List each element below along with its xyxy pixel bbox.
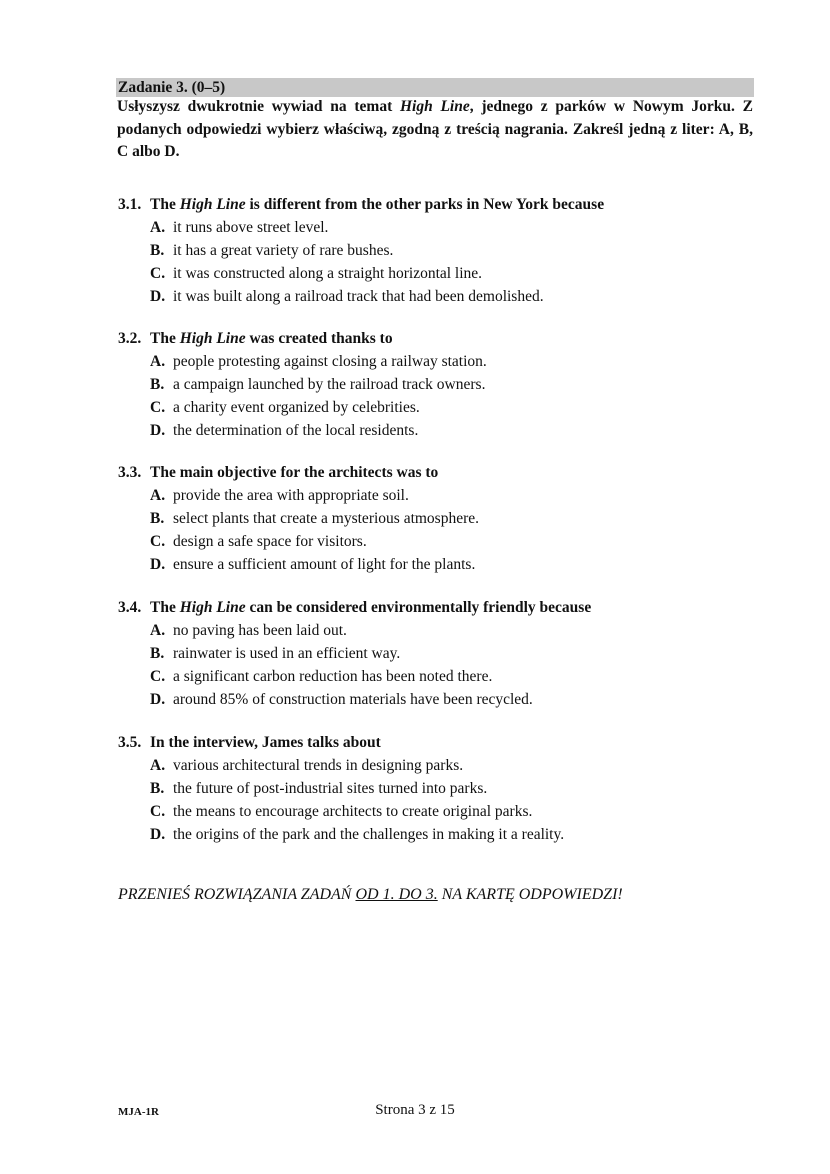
option-text: the means to encourage architects to create original parks. [173,803,533,820]
stem-text: The [150,196,180,213]
answer-option[interactable] [118,239,758,262]
option-text: a charity event organized by celebrities. [173,399,420,416]
option-text: the origins of the park and the challenges in making it a reality. [173,826,565,843]
answer-option[interactable] [118,216,758,239]
answer-option[interactable] [118,823,758,846]
answer-option[interactable] [118,285,758,308]
option-text: select plants that create a mysterious atmosphere. [173,510,480,527]
question-stem [118,193,758,216]
stem-italic: High Line [179,330,246,347]
option-text: it has a great variety of rare bushes. [173,242,394,259]
instruction-text: Usłyszysz dwukrotnie wywiad na temat [117,98,400,115]
question [118,327,758,442]
option-text: a significant carbon reduction has been noted there. [173,668,493,685]
note-text: PRZENIEŚ ROZWIĄZANIA ZADAŃ [118,886,356,903]
answer-option[interactable] [118,350,758,373]
note-text: NA KARTĘ ODPOWIEDZI! [437,886,623,903]
option-letter[interactable]: B. [150,510,165,527]
answer-option[interactable] [118,484,758,507]
option-text: provide the area with appropriate soil. [173,487,409,504]
question [118,193,758,308]
option-text: rainwater is used in an efficient way. [173,645,401,662]
question [118,461,758,576]
question [118,731,758,846]
stem-text: The [150,330,180,347]
answer-option[interactable] [118,373,758,396]
question-number: 3.4. [118,599,142,616]
option-letter[interactable]: B. [150,780,165,797]
option-letter[interactable]: C. [150,533,166,550]
option-text: the determination of the local residents. [173,422,419,439]
instruction-italic: High Line [399,98,470,115]
instruction-text: , jednego z parków w Nowym Jorku. Z podanych odpowiedzi wybierz właściwą, zgodną z treścią nagrania. Zakreśl jedną z liter: A, B, C albo D. [117,98,753,160]
option-letter[interactable]: B. [150,376,165,393]
option-letter[interactable]: C. [150,803,166,820]
answer-option[interactable] [118,262,758,285]
option-text: it was constructed along a straight horizontal line. [173,265,483,282]
stem-text: can be considered environmentally friendly because [245,599,592,616]
task-instruction [117,96,753,164]
option-letter[interactable]: D. [150,556,166,573]
option-letter[interactable]: D. [150,288,166,305]
option-letter[interactable]: A. [150,757,166,774]
option-text: design a safe space for visitors. [173,533,367,550]
option-text: no paving has been laid out. [173,622,347,639]
stem-text: In the interview, James talks about [150,734,381,751]
task-header: Zadanie 3. (0–5) [116,78,754,97]
option-text: various architectural trends in designing parks. [173,757,464,774]
option-letter[interactable]: A. [150,219,166,236]
question-stem [118,327,758,350]
answer-option[interactable] [118,619,758,642]
option-letter[interactable]: B. [150,645,165,662]
question [118,596,758,711]
answer-option[interactable] [118,665,758,688]
question-stem [118,731,758,754]
exam-code: MJA-1R [118,1106,159,1118]
answer-option[interactable] [118,419,758,442]
option-text: ensure a sufficient amount of light for the plants. [173,556,476,573]
option-letter[interactable]: D. [150,691,166,708]
option-text: a campaign launched by the railroad track owners. [173,376,486,393]
option-text: around 85% of construction materials have been recycled. [173,691,533,708]
stem-italic: High Line [179,599,246,616]
question-number: 3.1. [118,196,142,213]
transfer-note [118,886,623,904]
note-underlined: OD 1. DO 3. [355,886,438,903]
option-letter[interactable]: D. [150,422,166,439]
option-text: people protesting against closing a railway station. [173,353,487,370]
answer-option[interactable] [118,507,758,530]
option-letter[interactable]: D. [150,826,166,843]
option-letter[interactable]: A. [150,353,166,370]
question-number: 3.3. [118,464,142,481]
stem-text: was created thanks to [245,330,393,347]
answer-option[interactable] [118,530,758,553]
stem-italic: High Line [179,196,246,213]
option-text: it was built along a railroad track that had been demolished. [173,288,544,305]
answer-option[interactable] [118,553,758,576]
answer-option[interactable] [118,688,758,711]
question-stem [118,596,758,619]
option-letter[interactable]: A. [150,487,166,504]
stem-text: The [150,599,180,616]
option-letter[interactable]: B. [150,242,165,259]
option-letter[interactable]: A. [150,622,166,639]
question-number: 3.2. [118,330,142,347]
question-number: 3.5. [118,734,142,751]
answer-option[interactable] [118,642,758,665]
page-number: Strona 3 z 15 [375,1102,455,1118]
question-stem [118,461,758,484]
stem-text: The main objective for the architects was to [150,464,439,481]
option-text: the future of post-industrial sites turned into parks. [173,780,488,797]
answer-option[interactable] [118,396,758,419]
answer-option[interactable] [118,754,758,777]
option-letter[interactable]: C. [150,265,166,282]
answer-option[interactable] [118,777,758,800]
stem-text: is different from the other parks in New York because [245,196,605,213]
option-letter[interactable]: C. [150,668,166,685]
answer-option[interactable] [118,800,758,823]
option-text: it runs above street level. [173,219,329,236]
option-letter[interactable]: C. [150,399,166,416]
